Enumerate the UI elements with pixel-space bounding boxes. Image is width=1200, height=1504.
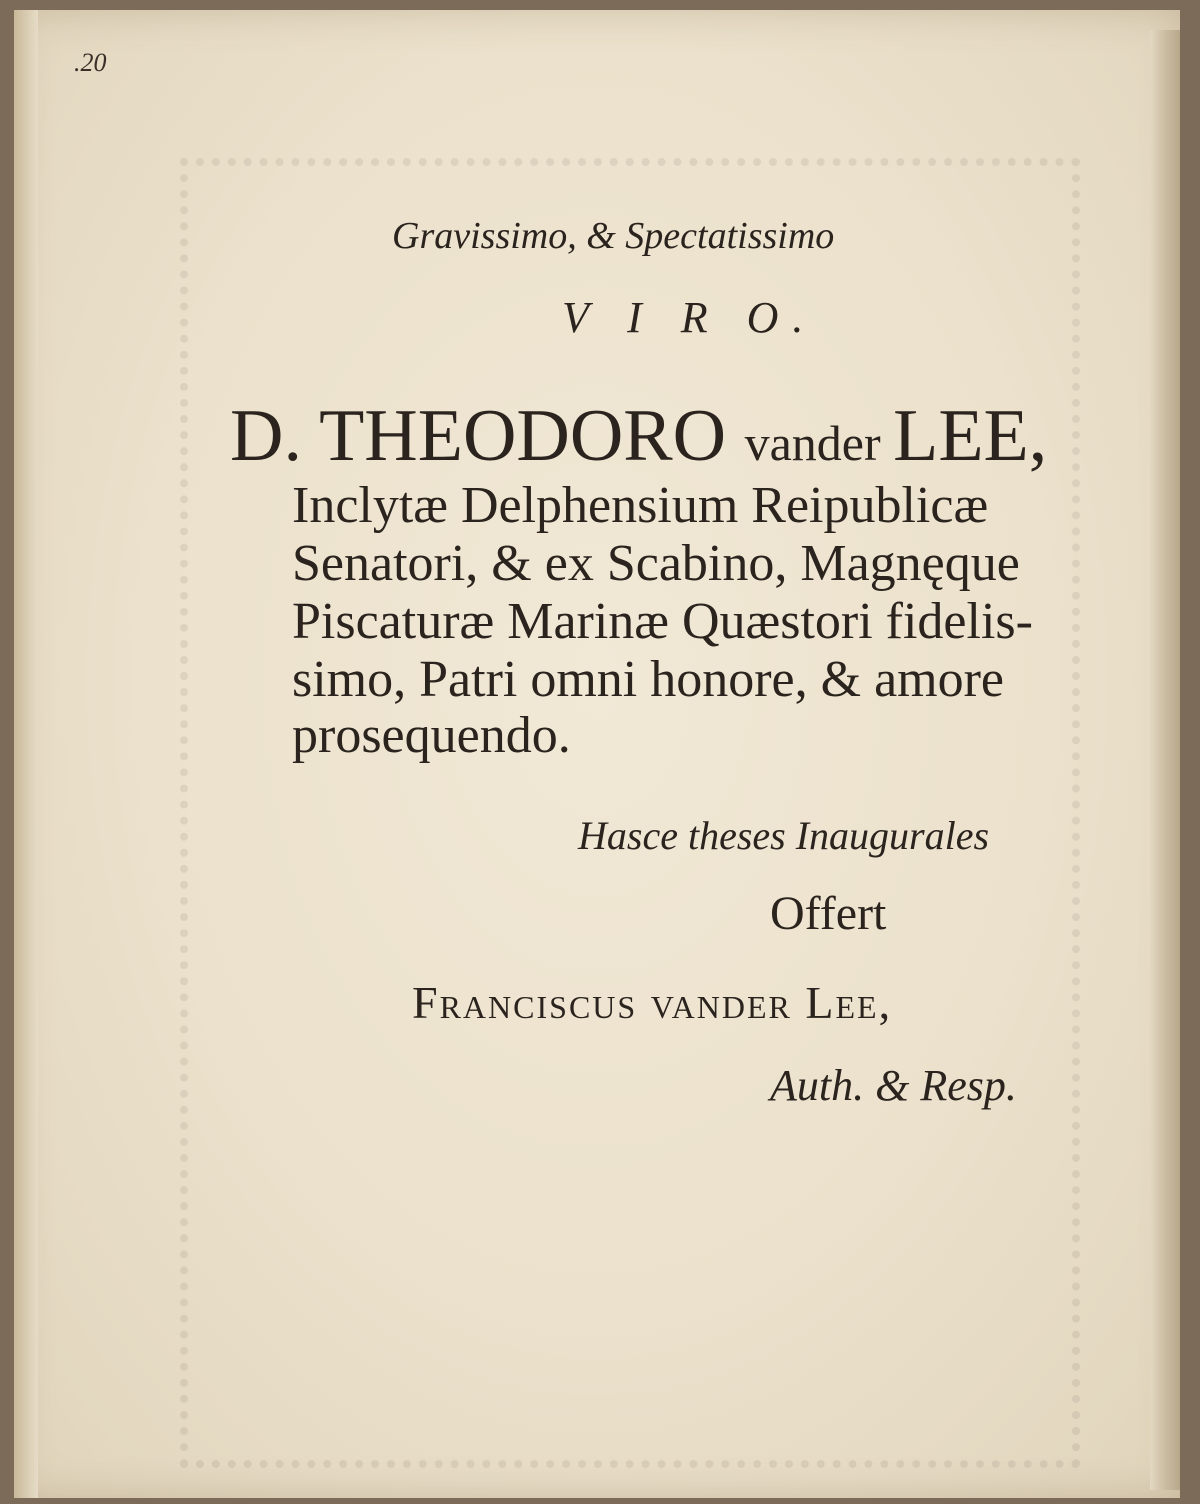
author-roles: Auth. & Resp. [770,1061,1017,1110]
dedication-line: Inclytæ Delphensium Reipublicæ [292,477,989,534]
theses-line: Hasce theses Inaugurales [578,813,990,858]
honoree-name [230,394,1047,479]
dedication-line: simo, Patri omni honore, & amore [292,651,1005,708]
dedication-greeting: Gravissimo, & Spectatissimo [392,215,835,257]
honoree-prefix: D. THEODORO [230,395,745,477]
dedication-line: prosequendo. [292,707,571,764]
page-gutter [14,10,38,1498]
honoree-surname: LEE, [893,395,1048,477]
honoree-particle: vander [744,415,894,471]
dedication-title: V I R O. [562,293,818,342]
author-name: Franciscus vander Lee, [412,977,893,1028]
page-marker: .20 [74,48,107,77]
offert-line: Offert [770,887,887,940]
dedication-line: Piscaturæ Marinæ Quæstori fidelis- [292,593,1033,650]
page-edge [1150,30,1180,1490]
dedication-line: Senatori, & ex Scabino, Magnęque [292,535,1020,592]
